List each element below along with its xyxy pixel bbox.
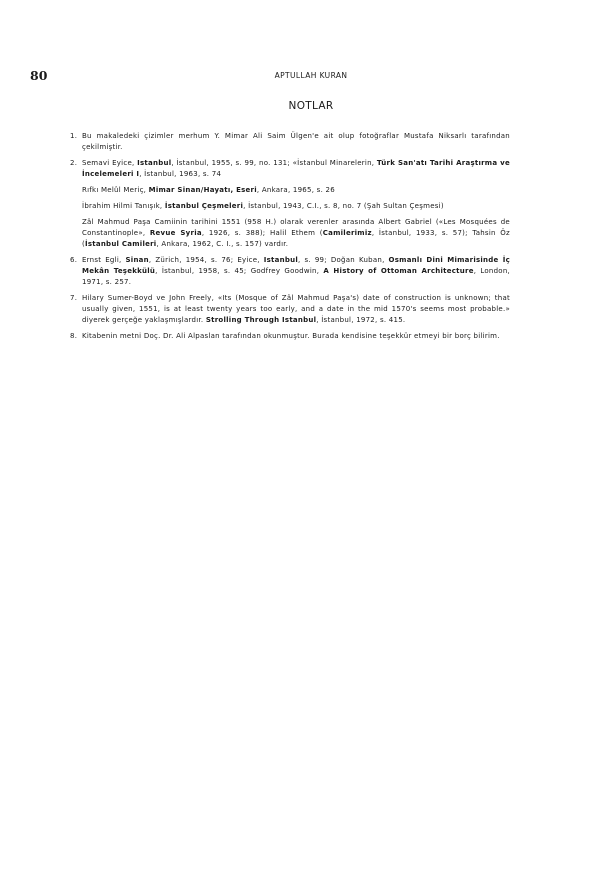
citation-text: Hilary Sumer-Boyd ve John Freely, «Its (Mosque of Zâl Mahmud Paşa's) date of construction is unknown; that usually given, 1551, is at least twenty years too early, and a date in the mid 1570's seems most probable.» diyerek gerçeğe yaklaşmışlardır. xyxy=(82,294,510,324)
citation-text: Semavi Eyice, xyxy=(82,159,138,167)
citation-title: Istanbul xyxy=(137,159,172,167)
footnote-text xyxy=(82,255,510,288)
footnote-continuation xyxy=(82,217,510,250)
footnote xyxy=(70,255,510,288)
footnote-number: 7. xyxy=(70,294,78,302)
footnote-number: 8. xyxy=(70,332,78,340)
citation-text: , s. 99; Doğan Kuban, xyxy=(298,256,389,264)
page-title: NOTLAR xyxy=(288,100,334,112)
footnote xyxy=(70,293,510,326)
footnote-number: 1. xyxy=(70,132,78,140)
page-number: 80 xyxy=(30,68,48,83)
citation-title: Istanbul xyxy=(263,256,298,264)
footnote-text xyxy=(82,293,510,326)
citation-text: , İstanbul, 1972, s. 415. xyxy=(316,316,406,324)
footnote xyxy=(70,131,510,153)
citation-title: Osmanlı Dini Mimarisinde İç Mekân Teşekkülü xyxy=(82,256,510,275)
footnote xyxy=(70,331,510,342)
footnote-number: 2. xyxy=(70,159,78,167)
citation-text: , 1926, s. 388); Halil Ethem ( xyxy=(201,229,323,237)
citation-text: , İstanbul, 1963, s. 74 xyxy=(139,170,222,178)
citation-text: Kitabenin metni Doç. Dr. Ali Alpaslan tarafından okunmuştur. Burada kendisine teşekkür etmeyi bir borç bilirim. xyxy=(82,332,500,340)
notes-list xyxy=(70,131,510,347)
citation-text: Bu makaledeki çizimler merhum Y. Mimar Ali Saim Ülgen'e ait olup fotoğraflar Mustafa Niksarlı tarafından çekilmiştir. xyxy=(82,132,510,151)
citation-text: İbrahim Hilmi Tanışık, xyxy=(82,202,165,210)
footnote-text xyxy=(82,158,510,180)
citation-text: , İstanbul, 1958, s. 45; Godfrey Goodwin, xyxy=(155,267,324,275)
footnote-continuation xyxy=(82,185,510,196)
citation-title: İstanbul Çeşmeleri xyxy=(164,202,244,210)
citation-title: İstanbul Camileri xyxy=(84,240,157,248)
citation-title: Revue Syria xyxy=(149,229,202,237)
footnote-text xyxy=(82,331,510,342)
citation-title: A History of Ottoman Architecture xyxy=(323,267,474,275)
running-header: APTULLAH KURAN xyxy=(274,71,348,80)
citation-text: , İstanbul, 1943, C.I., s. 8, no. 7 (Şah Sultan Çeşmesi) xyxy=(243,202,444,210)
citation-text: , London, 1971, s. 257. xyxy=(82,267,510,286)
citation-text: , İstanbul, 1955, s. 99, no. 131; «İstanbul Minarelerin, xyxy=(171,159,377,167)
footnote-text xyxy=(82,131,510,153)
citation-title: Sinan xyxy=(125,256,149,264)
citation-text: , Ankara, 1965, s. 26 xyxy=(256,186,335,194)
footnote-continuation xyxy=(82,201,510,212)
citation-text: , Ankara, 1962, C. I., s. 157) vardır. xyxy=(156,240,289,248)
footnote xyxy=(70,158,510,180)
footnote-number: 6. xyxy=(70,256,78,264)
citation-text: Rıfkı Melûl Meriç, xyxy=(82,186,149,194)
citation-title: Türk San'atı Tarihi Araştırma ve İncelemeleri I xyxy=(82,159,510,178)
citation-text: Ernst Egli, xyxy=(82,256,126,264)
citation-title: Camilerimiz xyxy=(322,229,372,237)
citation-title: Strolling Through Istanbul xyxy=(205,316,317,324)
citation-text: Zâl Mahmud Paşa Camiinin tarihini 1551 (958 H.) olarak verenler arasında Albert Gabriel («Les Mosquées de Constantinople», xyxy=(82,218,510,237)
citation-text: , İstanbul, 1933, s. 57); Tahsin Öz ( xyxy=(82,229,510,248)
citation-text: , Zürich, 1954, s. 76; Eyice, xyxy=(148,256,264,264)
citation-title: Mimar Sinan/Hayatı, Eseri xyxy=(148,186,257,194)
